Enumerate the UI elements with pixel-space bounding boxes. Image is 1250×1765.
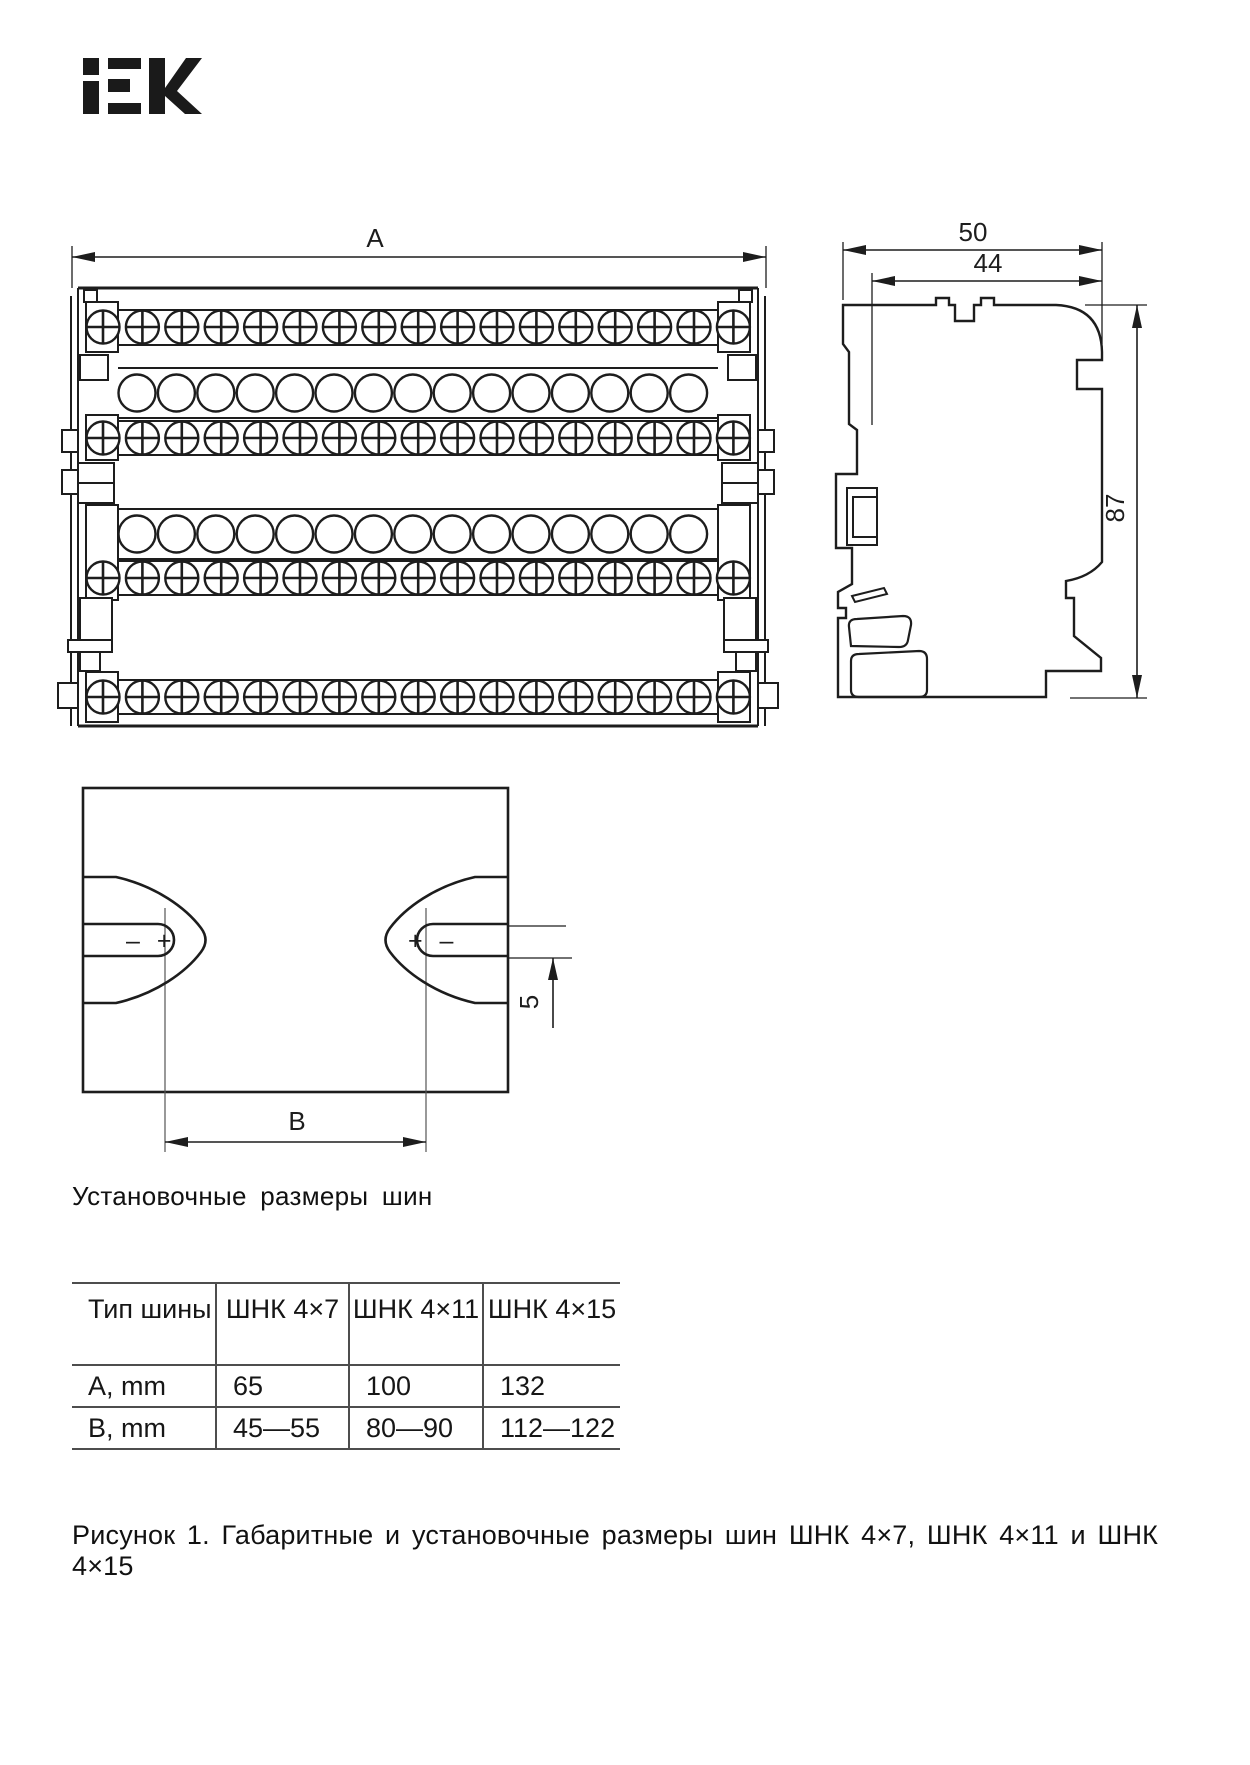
screw-terminal <box>678 422 711 455</box>
screw-terminal <box>126 311 159 344</box>
screw-terminal <box>441 562 474 595</box>
din-guide-lower <box>851 651 927 697</box>
wire-hole <box>197 375 234 412</box>
dim-87 <box>1070 305 1147 698</box>
side-view <box>836 217 1147 698</box>
wire-hole <box>355 516 392 553</box>
value-cell: 112—122 <box>483 1407 620 1449</box>
side-terminal-inner <box>853 497 877 537</box>
param-label: B, mm <box>72 1407 216 1449</box>
dim-B <box>165 1106 426 1147</box>
dim-A <box>72 223 766 288</box>
wire-hole <box>513 516 550 553</box>
screw-terminal <box>323 562 356 595</box>
wire-hole <box>355 375 392 412</box>
value-cell: 45—55 <box>216 1407 349 1449</box>
screw-terminal <box>481 681 514 714</box>
screw-terminal <box>126 422 159 455</box>
screw-terminal <box>441 422 474 455</box>
wire-hole <box>276 375 313 412</box>
wire-hole <box>197 516 234 553</box>
screw-terminal <box>559 422 592 455</box>
wire-hole <box>158 516 195 553</box>
wire-hole <box>237 516 274 553</box>
screw-terminal <box>165 311 198 344</box>
terminal-bands <box>118 310 718 714</box>
wire-hole <box>434 516 471 553</box>
screw-terminal <box>441 681 474 714</box>
dim-A-label: A <box>366 223 384 253</box>
wire-hole <box>434 375 471 412</box>
logo-k-stem <box>149 58 165 114</box>
screw-terminal <box>126 681 159 714</box>
screw-terminal <box>126 562 159 595</box>
screw-terminal <box>205 681 238 714</box>
screw-terminal <box>481 422 514 455</box>
dim-5-label: 5 <box>514 994 544 1010</box>
screw-terminal <box>638 562 671 595</box>
screw-terminal <box>205 311 238 344</box>
screw-terminal <box>520 681 553 714</box>
logo-k-arms <box>165 58 202 114</box>
dim-50-label: 50 <box>958 217 988 247</box>
screw-terminal <box>165 422 198 455</box>
dimensions-table <box>72 1282 620 1450</box>
wire-hole <box>473 375 510 412</box>
din-clip-tab <box>852 588 887 602</box>
table-header-model-2: ШНК 4×11 <box>349 1283 483 1365</box>
table-header-type: Тип шины <box>72 1283 216 1365</box>
screw-terminal <box>244 311 277 344</box>
wire-hole <box>552 516 589 553</box>
wire-hole <box>119 516 156 553</box>
screw-terminal <box>284 311 317 344</box>
screw-terminal <box>284 562 317 595</box>
front-view <box>58 223 778 726</box>
screw-terminal <box>402 562 435 595</box>
screw-terminal <box>284 422 317 455</box>
screw-terminal <box>559 681 592 714</box>
dim-5 <box>508 926 572 1028</box>
screw-terminal <box>717 422 750 455</box>
screw-terminal <box>678 311 711 344</box>
screw-terminal <box>362 681 395 714</box>
iek-logo <box>83 58 202 114</box>
screw-terminal <box>323 681 356 714</box>
screw-terminal <box>165 562 198 595</box>
screw-terminal <box>599 681 632 714</box>
screw-terminal <box>87 681 120 714</box>
screw-terminal <box>599 562 632 595</box>
dim-44 <box>872 248 1102 425</box>
wire-hole <box>316 516 353 553</box>
value-cell: 100 <box>349 1365 483 1407</box>
table-header-row <box>72 1283 620 1365</box>
wire-hole <box>552 375 589 412</box>
front-terminal-rows <box>87 311 750 714</box>
screw-terminal <box>244 681 277 714</box>
screw-terminal <box>481 562 514 595</box>
screw-terminal <box>559 562 592 595</box>
screw-terminal <box>520 422 553 455</box>
screw-terminal <box>244 422 277 455</box>
screw-terminal <box>441 311 474 344</box>
screw-terminal <box>599 422 632 455</box>
value-cell: 132 <box>483 1365 620 1407</box>
screw-terminal <box>362 562 395 595</box>
wire-hole <box>670 375 707 412</box>
table-header-model-3: ШНК 4×15 <box>483 1283 620 1365</box>
logo-e-bottom <box>108 103 141 114</box>
screw-terminal <box>165 681 198 714</box>
screw-terminal <box>717 311 750 344</box>
wire-hole <box>394 516 431 553</box>
screw-terminal <box>481 311 514 344</box>
wire-hole <box>158 375 195 412</box>
logo-e-mid <box>108 79 130 92</box>
logo-i-dot <box>83 58 99 75</box>
screw-terminal <box>402 422 435 455</box>
logo-e-top <box>108 58 141 69</box>
wire-hole <box>670 516 707 553</box>
figure-caption: Рисунок 1. Габаритные и установочные размеры шин ШНК 4×7, ШНК 4×11 и ШНК 4×15 <box>72 1520 1159 1581</box>
wire-hole <box>631 375 668 412</box>
left-slot-marks: – + <box>126 927 177 955</box>
wire-hole <box>276 516 313 553</box>
screw-terminal <box>284 681 317 714</box>
screw-terminal <box>402 681 435 714</box>
param-label: A, mm <box>72 1365 216 1407</box>
wire-hole <box>119 375 156 412</box>
dim-44-label: 44 <box>973 248 1003 278</box>
screw-terminal <box>362 422 395 455</box>
wire-hole <box>473 516 510 553</box>
screw-terminal <box>402 311 435 344</box>
screw-terminal <box>638 311 671 344</box>
left-end-bracket <box>58 290 118 722</box>
wire-hole <box>513 375 550 412</box>
screw-terminal <box>362 311 395 344</box>
screw-terminal <box>559 311 592 344</box>
dim-87-label: 87 <box>1100 493 1130 523</box>
screw-terminal <box>599 311 632 344</box>
screw-terminal <box>520 311 553 344</box>
screw-terminal <box>638 681 671 714</box>
screw-terminal <box>678 681 711 714</box>
table-row-B <box>72 1407 620 1449</box>
screw-terminal <box>678 562 711 595</box>
arrow-left <box>72 252 95 262</box>
wire-hole <box>591 375 628 412</box>
screw-terminal <box>87 422 120 455</box>
right-slot-marks: + – <box>408 927 459 955</box>
screw-terminal <box>87 311 120 344</box>
right-end-bracket <box>718 290 778 722</box>
screw-terminal <box>323 311 356 344</box>
dim-B-label: B <box>288 1106 306 1136</box>
wire-hole <box>316 375 353 412</box>
screw-terminal <box>205 422 238 455</box>
mounting-dimensions-label: Установочные размеры шин <box>72 1181 433 1211</box>
wire-hole <box>631 516 668 553</box>
screw-terminal <box>638 422 671 455</box>
wire-hole <box>237 375 274 412</box>
value-cell: 80—90 <box>349 1407 483 1449</box>
screw-terminal <box>205 562 238 595</box>
wire-hole <box>394 375 431 412</box>
logo-i-stem <box>83 81 99 114</box>
value-cell: 65 <box>216 1365 349 1407</box>
table-header-model-1: ШНК 4×7 <box>216 1283 349 1365</box>
wire-hole <box>591 516 628 553</box>
screw-terminal <box>717 562 750 595</box>
table-row-A <box>72 1365 620 1407</box>
arrow-right <box>743 252 766 262</box>
screw-terminal <box>323 422 356 455</box>
bottom-view <box>83 788 572 1152</box>
screw-terminal <box>87 562 120 595</box>
screw-terminal <box>244 562 277 595</box>
screw-terminal <box>717 681 750 714</box>
screw-terminal <box>520 562 553 595</box>
din-guide-upper <box>849 616 911 647</box>
